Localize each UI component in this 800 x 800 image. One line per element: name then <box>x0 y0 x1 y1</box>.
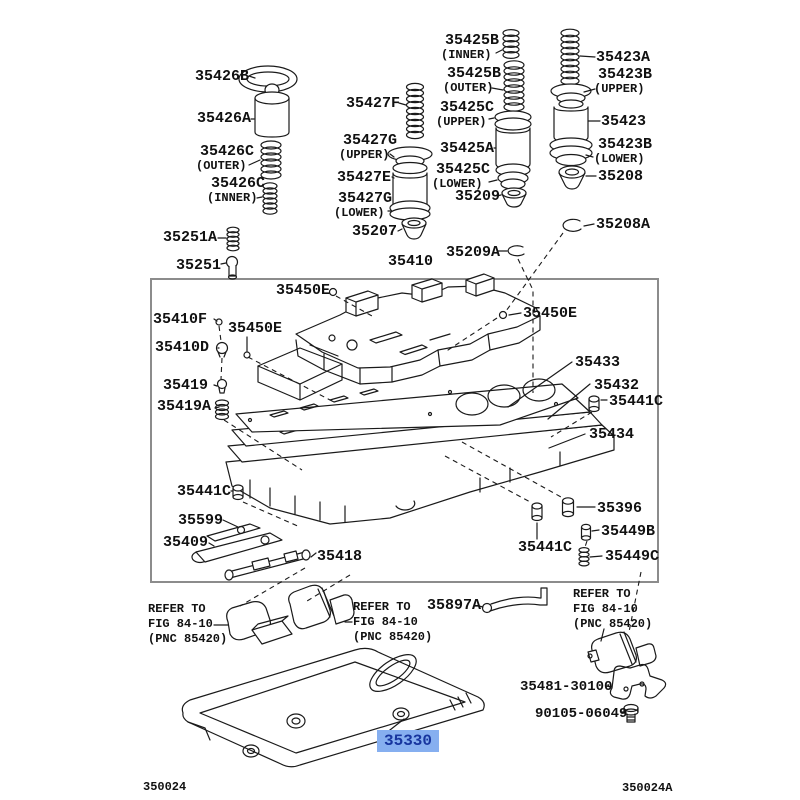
check-ball-35450e-right-drawing <box>500 312 507 319</box>
part-label-35410: 35410 <box>388 253 434 270</box>
check-ball-35450e-top-drawing <box>330 289 337 296</box>
part-label-35251a: 35251A <box>163 229 218 246</box>
part-label-35410f: 35410F <box>153 311 208 328</box>
spring-35419a-drawing <box>216 400 229 420</box>
figure-code-right: 350024A <box>622 781 673 795</box>
part-label-35425b-outer <box>443 65 502 95</box>
part-label-35449b: 35449B <box>601 523 656 540</box>
part-label-35450e-top: 35450E <box>276 282 331 299</box>
part-label-35209: 35209 <box>455 188 501 205</box>
refer-line2: FIG 84-10 <box>573 602 638 616</box>
part-number: 35423B <box>598 66 653 83</box>
solenoid-left-drawing <box>227 602 292 644</box>
figure-code-left: 350024 <box>143 780 187 794</box>
refer-line1: REFER TO <box>353 600 411 614</box>
spring-35426c-inner-drawing <box>263 183 277 214</box>
valve-35419-drawing <box>218 380 227 394</box>
part-label-35427g-lower <box>334 190 393 220</box>
part-label-35207: 35207 <box>352 223 398 240</box>
part-label-35432: 35432 <box>594 377 640 394</box>
part-label-35423a: 35423A <box>596 49 651 66</box>
refer-line3: (PNC 85420) <box>573 617 653 631</box>
part-35396-drawing <box>563 498 574 517</box>
ring-35209a-drawing <box>508 246 524 256</box>
part-label-35419a: 35419A <box>157 398 212 415</box>
part-35441c-bottom-drawing <box>532 503 542 521</box>
qualifier-lower: (LOWER) <box>594 152 645 166</box>
refer-note-right <box>573 587 652 632</box>
qualifier-upper: (UPPER) <box>594 82 645 96</box>
part-label-35427e: 35427E <box>337 169 392 186</box>
part-number: 35427G <box>338 190 393 207</box>
ball-35410f-drawing <box>216 319 222 325</box>
valve-35425-assembly-drawing <box>495 111 531 189</box>
qualifier-upper: (UPPER) <box>339 148 390 162</box>
qualifier-outer: (OUTER) <box>443 81 494 95</box>
part-label-35425b-inner <box>441 32 500 62</box>
refer-line3: (PNC 85420) <box>353 630 433 644</box>
part-label-35396: 35396 <box>597 500 643 517</box>
part-label-35208: 35208 <box>598 168 644 185</box>
spring-35427f-drawing <box>407 83 424 138</box>
qualifier-lower: (LOWER) <box>432 177 483 191</box>
cap-35207-drawing <box>402 218 426 239</box>
part-label-35425a: 35425A <box>440 140 495 157</box>
part-label-35423: 35423 <box>601 113 647 130</box>
qualifier-upper: (UPPER) <box>436 115 487 129</box>
part-number: 35425C <box>440 99 495 116</box>
part-label-90105-06049: 90105-06049 <box>535 706 628 722</box>
part-label-35449c: 35449C <box>605 548 660 565</box>
part-label-35441c-left: 35441C <box>177 483 232 500</box>
part-label-35418: 35418 <box>317 548 363 565</box>
part-label-35209a: 35209A <box>446 244 501 261</box>
part-label-35423b-upper <box>594 66 653 96</box>
part-number: 35427G <box>343 132 398 149</box>
refer-line3: (PNC 85420) <box>148 632 228 646</box>
refer-note-middle <box>353 600 432 645</box>
refer-line2: FIG 84-10 <box>148 617 213 631</box>
part-label-35481-30100: 35481-30100 <box>520 679 613 695</box>
qualifier-lower: (LOWER) <box>334 206 385 220</box>
selected-part-label-35330[interactable]: 35330 <box>377 730 439 752</box>
part-label-35434: 35434 <box>589 426 635 443</box>
part-label-35897a: 35897A <box>427 597 482 614</box>
part-label-35426a: 35426A <box>197 110 252 127</box>
spring-35425b-outer-drawing <box>504 61 524 111</box>
solenoid-middle-drawing <box>289 585 354 629</box>
refer-line1: REFER TO <box>148 602 206 616</box>
refer-line2: FIG 84-10 <box>353 615 418 629</box>
part-number: 35426C <box>211 175 266 192</box>
part-label-35251: 35251 <box>176 257 222 274</box>
valve-35423-assembly-drawing <box>550 84 592 166</box>
cup-35208-drawing <box>559 166 585 189</box>
part-label-35409: 35409 <box>163 534 209 551</box>
part-number: 35425C <box>436 161 491 178</box>
part-label-35410d: 35410D <box>155 339 210 356</box>
spring-35426c-outer-drawing <box>261 141 281 179</box>
part-label-35427g-upper <box>339 132 398 162</box>
part-label-35441c-bottom: 35441C <box>518 539 573 556</box>
part-label-35433: 35433 <box>575 354 621 371</box>
part-label-35599: 35599 <box>178 512 224 529</box>
tube-35418-drawing <box>225 550 310 580</box>
part-label-35423b-lower <box>594 136 653 166</box>
valve-35251-drawing <box>227 257 238 280</box>
part-label-35425c-lower <box>432 161 491 191</box>
spring-35449c-drawing <box>579 548 589 566</box>
part-35441c-right-drawing <box>589 396 599 412</box>
part-35441c-left-drawing <box>233 485 243 500</box>
part-label-35426c-outer <box>196 143 255 173</box>
part-label-35427f: 35427F <box>346 95 401 112</box>
part-35449b-drawing <box>582 524 591 540</box>
valve-35410d-drawing <box>217 343 228 358</box>
refer-line1: REFER TO <box>573 587 631 601</box>
tube-35897a-drawing <box>483 588 548 613</box>
qualifier-outer: (OUTER) <box>196 159 247 173</box>
cup-35209-drawing <box>502 188 526 207</box>
qualifier-inner: (INNER) <box>207 191 258 205</box>
part-label-35426c-inner <box>207 175 266 205</box>
part-label-35419: 35419 <box>163 377 209 394</box>
part-number: 35426C <box>200 143 255 160</box>
part-number: 35423B <box>598 136 653 153</box>
spring-35423a-drawing <box>561 29 579 85</box>
ring-35208a-drawing <box>563 219 581 231</box>
part-label-35425c-upper <box>436 99 495 129</box>
spring-35251a-drawing <box>227 227 239 251</box>
part-number: 35425B <box>447 65 502 82</box>
part-number: 35425B <box>445 32 500 49</box>
refer-note-left <box>148 602 227 647</box>
qualifier-inner: (INNER) <box>441 48 492 62</box>
part-label-35441c-right: 35441C <box>609 393 664 410</box>
part-label-35208a: 35208A <box>596 216 651 233</box>
part-label-35450e-left: 35450E <box>228 320 283 337</box>
spring-35425b-inner-drawing <box>503 30 519 59</box>
part-label-35450e-right: 35450E <box>523 305 578 322</box>
part-label-35426b: 35426B <box>195 68 250 85</box>
